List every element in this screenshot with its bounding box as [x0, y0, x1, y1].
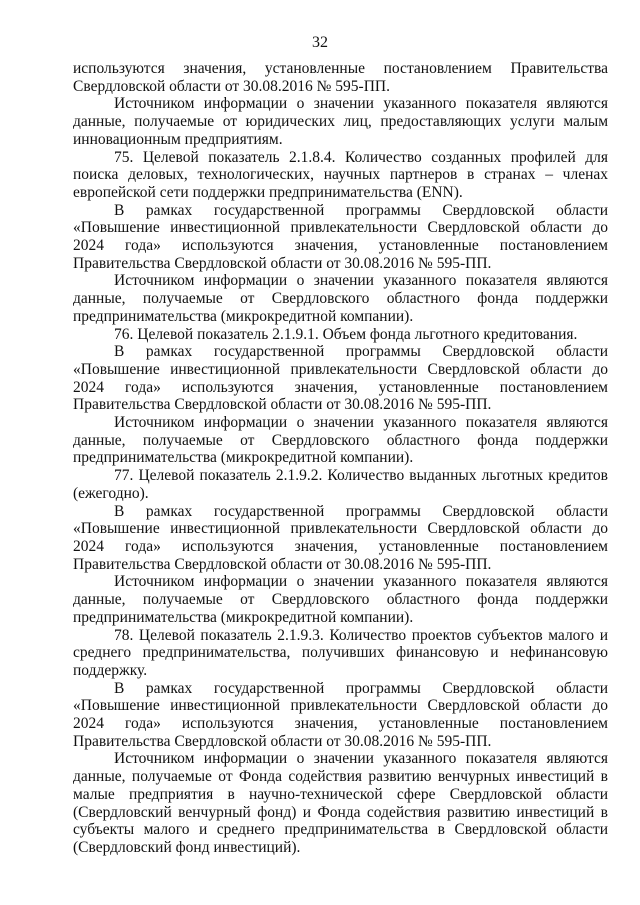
- paragraph: 75. Целевой показатель 2.1.8.4. Количество созданных профилей для поиска деловых, технологических, научных партнеров в странах – членах европейской сети поддержки предпринимательства (ENN).: [73, 148, 608, 201]
- paragraph: В рамках государственной программы Свердловской области «Повышение инвестиционной привлекательности Свердловской области до 2024 года» используются значения, установленные постановлением Правительства Свердловской области от 30.08.2016 № 595-ПП.: [73, 201, 608, 272]
- paragraph: В рамках государственной программы Свердловской области «Повышение инвестиционной привлекательности Свердловской области до 2024 года» используются значения, установленные постановлением Правительства Свердловской области от 30.08.2016 № 595-ПП.: [73, 502, 608, 573]
- paragraph: В рамках государственной программы Свердловской области «Повышение инвестиционной привлекательности Свердловской области до 2024 года» используются значения, установленные постановлением Правительства Свердловской области от 30.08.2016 № 595-ПП.: [73, 679, 608, 750]
- paragraph: используются значения, установленные постановлением Правительства Свердловской области от 30.08.2016 № 595-ПП.: [73, 60, 608, 95]
- paragraph: Источником информации о значении указанного показателя являются данные, получаемые от Свердловского областного фонда поддержки предпринимательства (микрокредитной компании).: [73, 573, 608, 626]
- paragraph: В рамках государственной программы Свердловской области «Повышение инвестиционной привлекательности Свердловской области до 2024 года» используются значения, установленные постановлением Правительства Свердловской области от 30.08.2016 № 595-ПП.: [73, 343, 608, 414]
- document-body: [73, 60, 608, 857]
- paragraph: Источником информации о значении указанного показателя являются данные, получаемые от Свердловского областного фонда поддержки предпринимательства (микрокредитной компании).: [73, 414, 608, 467]
- paragraph: Источником информации о значении указанного показателя являются данные, получаемые от Свердловского областного фонда поддержки предпринимательства (микрокредитной компании).: [73, 272, 608, 325]
- paragraph: Источником информации о значении указанного показателя являются данные, получаемые от Фонда содействия развитию венчурных инвестиций в малые предприятия в научно-технической сфере Свердловской области (Свердловский венчурный фонд) и Фонда содействия развитию инвестиций в субъекты малого и среднего предпринимательства в Свердловской области (Свердловский фонд инвестиций).: [73, 750, 608, 856]
- paragraph: Источником информации о значении указанного показателя являются данные, получаемые от юридических лиц, предоставляющих услуги малым инновационным предприятиям.: [73, 95, 608, 148]
- paragraph: 78. Целевой показатель 2.1.9.3. Количество проектов субъектов малого и среднего предпринимательства, получивших финансовую и нефинансовую поддержку.: [73, 626, 608, 679]
- page-number: 32: [312, 34, 328, 51]
- paragraph: 76. Целевой показатель 2.1.9.1. Объем фонда льготного кредитования.: [114, 325, 578, 343]
- paragraph: 77. Целевой показатель 2.1.9.2. Количество выданных льготных кредитов (ежегодно).: [73, 467, 608, 502]
